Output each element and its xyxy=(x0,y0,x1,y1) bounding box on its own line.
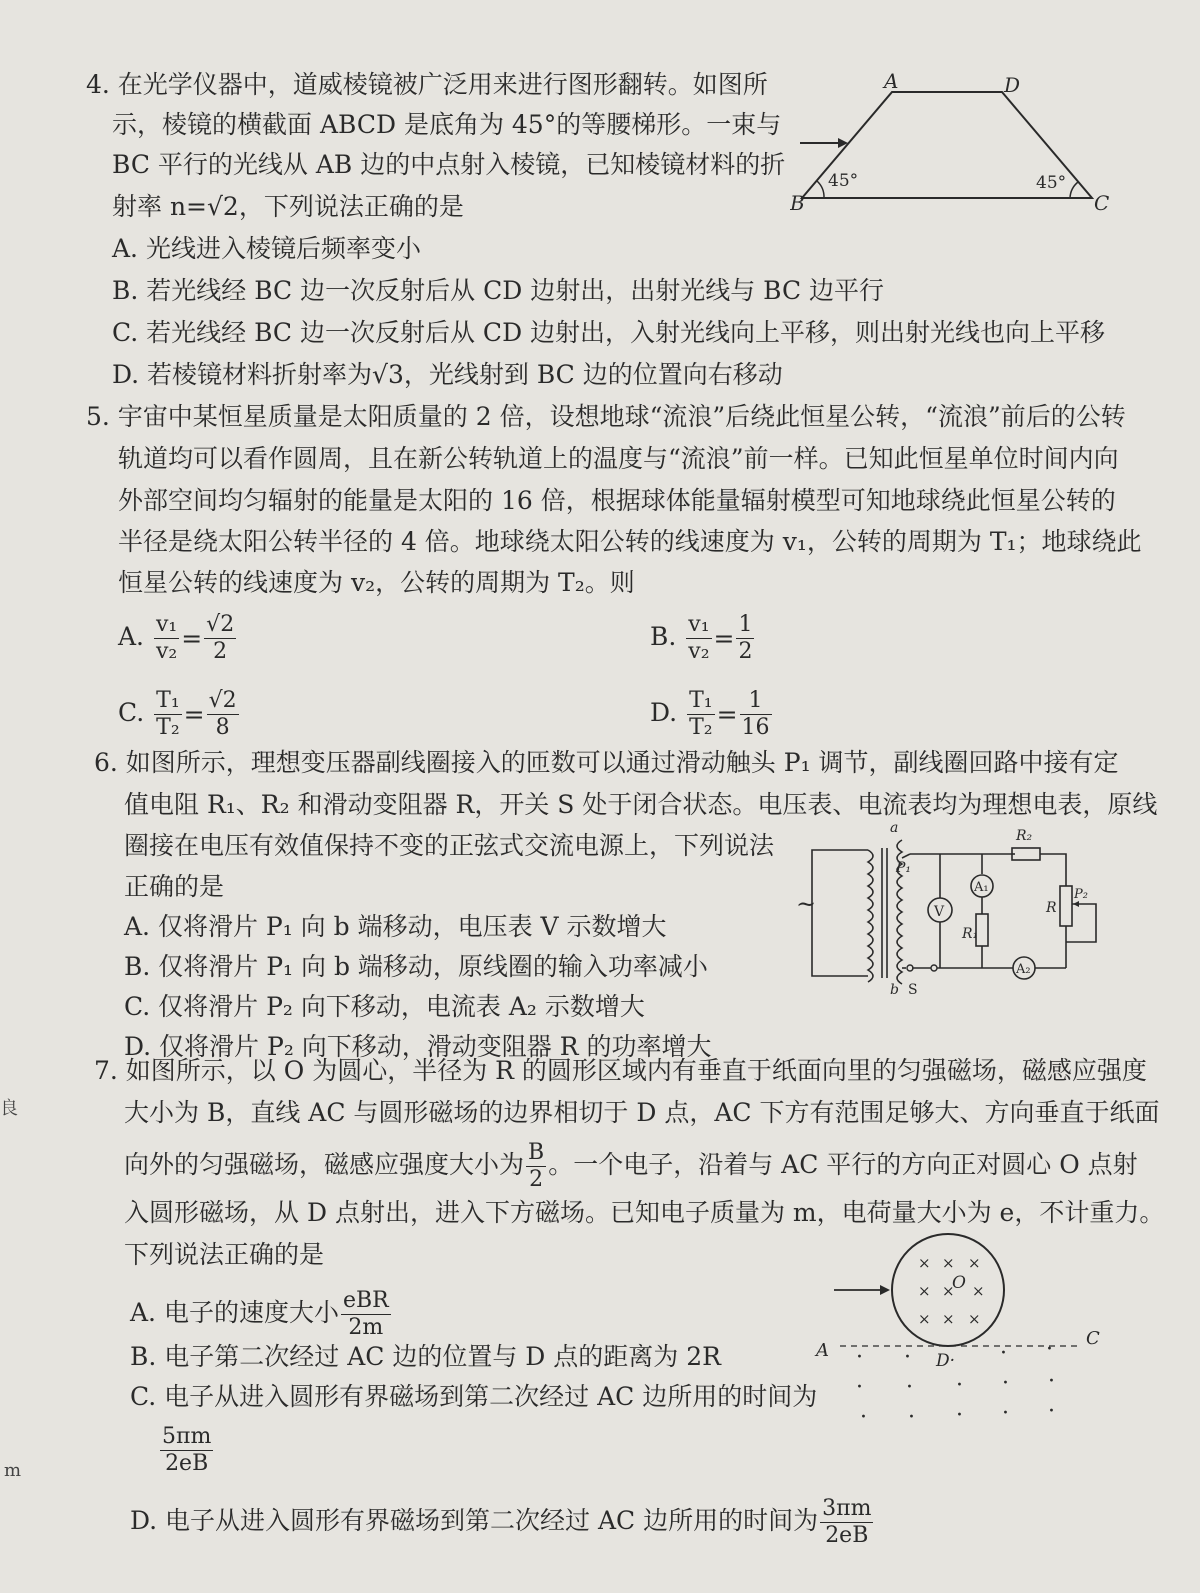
q5c-lhs-fraction: $\frac{\text{T₁}}{\text{T₂}}$ xyxy=(156,688,180,740)
svg-text:·: · xyxy=(1046,1337,1053,1362)
q5b-lhs-fraction: $\frac{\text{v₁}}{\text{v₂}}$ xyxy=(688,612,710,664)
primary-wire xyxy=(812,850,868,976)
terminal-a-label: a xyxy=(890,820,899,836)
q6-line-1: 6. 如图所示，理想变压器副线圈接入的匝数可以通过滑动触头 P₁ 调节，副线圈回路中接有定 xyxy=(94,748,1119,777)
q5d-rhs-fraction: $\frac{1}{16}$ xyxy=(741,688,770,740)
q4-option-c: C. 若光线经 BC 边一次反射后从 CD 边射出，入射光线向上平移，则出射光线也向上平移 xyxy=(112,318,1106,347)
q6-option-c: C. 仅将滑片 P₂ 向下移动，电流表 A₂ 示数增大 xyxy=(124,992,645,1021)
q7-option-c-fraction: $\frac{5\pi m}{2eB}$ xyxy=(162,1424,212,1476)
svg-text:·: · xyxy=(904,1345,911,1370)
label-c: C xyxy=(1086,1328,1100,1349)
q7-option-a: A. 电子的速度大小 $\frac{\text{eBR}}{2m}$ xyxy=(130,1288,389,1340)
label-c: C xyxy=(1094,191,1110,215)
q5c-rhs-fraction: $\frac{√2}{8}$ xyxy=(208,688,237,740)
q5-option-c: C. $\frac{\text{T₁}}{\text{T₂}}$ = $\frac{√2}{8}$ xyxy=(118,688,237,740)
svg-text:×: × xyxy=(918,1310,931,1328)
svg-text:·: · xyxy=(956,1373,963,1398)
q6-line-2: 值电阻 R₁、R₂ 和滑动变阻器 R，开关 S 处于闭合状态。电压表、电流表均为理想电表，原线 xyxy=(124,790,1158,819)
label-d: D xyxy=(1004,73,1021,97)
angle-label-left: 45° xyxy=(828,171,859,191)
angle-arc-c xyxy=(1070,182,1078,198)
slider-p1-label: P₁ xyxy=(896,860,912,876)
q5a-lhs-fraction: $\frac{\text{v₁}}{\text{v₂}}$ xyxy=(155,612,178,664)
q5-option-a: A. $\frac{\text{v₁}}{\text{v₂}}$ = $\frac{√2}{2}$ xyxy=(118,612,235,664)
svg-text:·: · xyxy=(856,1345,863,1370)
label-a: A xyxy=(884,70,899,93)
svg-text:·: · xyxy=(1048,1369,1055,1394)
q7d-fraction: $\frac{3\pi m}{2eB}$ xyxy=(822,1496,872,1548)
q7-option-b: B. 电子第二次经过 AC 边的位置与 D 点的距离为 2R xyxy=(130,1342,721,1371)
resistor-r2 xyxy=(1012,848,1040,860)
q5-option-b: B. $\frac{\text{v₁}}{\text{v₂}}$ = $\frac{1}{2}$ xyxy=(650,612,753,664)
q4-line-2: 示，棱镜的横截面 ABCD 是底角为 45°的等腰梯形。一束与 xyxy=(112,110,782,139)
q7-line-5: 下列说法正确的是 xyxy=(124,1240,325,1269)
q7-line-4: 入圆形磁场，从 D 点射出，进入下方磁场。已知电子质量为 m，电荷量大小为 e，不计重力。 xyxy=(124,1198,1165,1227)
slider-p2-label: P₂ xyxy=(1074,887,1088,902)
q6-option-b: B. 仅将滑片 P₁ 向 b 端移动，原线圈的输入功率减小 xyxy=(124,952,708,981)
q7-line-2: 大小为 B，直线 AC 与圆形磁场的边界相切于 D 点，AC 下方有范围足够大、方向垂直于纸面 xyxy=(124,1098,1160,1127)
svg-text:×: × xyxy=(942,1310,955,1328)
q4-option-d: D. 若棱镜材料折射率为√3，光线射到 BC 边的位置向右移动 xyxy=(112,360,783,389)
label-d: D· xyxy=(936,1351,956,1371)
voltmeter-label: V xyxy=(934,904,945,920)
resistor-r1-label: R₁ xyxy=(962,926,979,942)
svg-text:×: × xyxy=(918,1254,931,1272)
center-o-label: O xyxy=(952,1273,966,1293)
dots-out-of-page xyxy=(856,1337,1055,1430)
q5b-rhs-fraction: $\frac{1}{2}$ xyxy=(738,612,753,664)
q5-line-2: 轨道均可以看作圆周，且在新公转轨道上的温度与“流浪”前一样。已知此恒星单位时间内向 xyxy=(118,444,1119,473)
q7-line-1: 7. 如图所示，以 O 为圆心，半径为 R 的圆形区域内有垂直于纸面向里的匀强磁场，磁感应强度 xyxy=(94,1056,1147,1085)
label-a: A xyxy=(816,1340,829,1361)
svg-text:·: · xyxy=(1002,1401,1009,1426)
svg-text:×: × xyxy=(942,1254,955,1272)
q5a-rhs-fraction: $\frac{√2}{2}$ xyxy=(206,612,235,664)
angle-label-right: 45° xyxy=(1036,173,1067,193)
label-b: B xyxy=(790,191,805,215)
r2-wire-right xyxy=(1040,854,1066,886)
svg-text:×: × xyxy=(968,1310,981,1328)
q5-line-3: 外部空间均匀辐射的能量是太阳的 16 倍，根据球体能量辐射模型可知地球绕此恒星公转的 xyxy=(118,486,1116,515)
q4-line-1: 4. 在光学仪器中，道威棱镜被广泛用来进行图形翻转。如图所 xyxy=(86,70,768,99)
q4-line-3: BC 平行的光线从 AB 边的中点射入棱镜，已知棱镜材料的折 xyxy=(112,150,786,179)
svg-text:·: · xyxy=(1048,1399,1055,1424)
ammeter-a2-label: A₂ xyxy=(1016,962,1031,977)
rheostat-r-label: R xyxy=(1046,900,1057,916)
q7-field-fraction: $\frac{B}{2}$ xyxy=(528,1140,545,1192)
q4-line-4: 射率 n=√2，下列说法正确的是 xyxy=(112,192,464,221)
q7-line-3: 向外的匀强磁场，磁感应强度大小为 $\frac{B}{2}$ 。一个电子，沿着与 AC 平行的方向正对圆心 O 点射 xyxy=(124,1140,1138,1192)
slider-p1 xyxy=(902,854,910,858)
primary-coil xyxy=(868,850,873,982)
q6-option-a: A. 仅将滑片 P₁ 向 b 端移动，电压表 V 示数增大 xyxy=(124,912,667,941)
margin-mark-1: 良 xyxy=(0,1098,18,1119)
q4-option-b: B. 若光线经 BC 边一次反射后从 CD 边射出，出射光线与 BC 边平行 xyxy=(112,276,885,305)
q6-line-3: 圈接在电压有效值保持不变的正弦式交流电源上，下列说法 xyxy=(124,831,775,860)
resistor-r2-label: R₂ xyxy=(1016,828,1033,844)
switch-contact-2 xyxy=(931,965,937,971)
q4-prism-figure xyxy=(790,70,1120,220)
angle-arc-b xyxy=(817,181,824,198)
q5d-lhs-fraction: $\frac{\text{T₁}}{\text{T₂}}$ xyxy=(689,688,713,740)
ammeter-a1-label: A₁ xyxy=(974,880,989,895)
ac-source-symbol: ~ xyxy=(796,890,817,918)
svg-text:·: · xyxy=(906,1375,913,1400)
q6-transformer-circuit xyxy=(790,818,1110,1003)
svg-text:×: × xyxy=(972,1282,985,1300)
svg-text:×: × xyxy=(942,1282,955,1300)
svg-text:·: · xyxy=(908,1405,915,1430)
terminal-b-label: b xyxy=(890,982,899,998)
svg-text:·: · xyxy=(956,1403,963,1428)
svg-text:·: · xyxy=(1000,1341,1007,1366)
q5-line-1: 5. 宇宙中某恒星质量是太阳质量的 2 倍，设想地球“流浪”后绕此恒星公转，“流浪”前后的公转 xyxy=(86,402,1126,431)
q7-option-c: C. 电子从进入圆形有界磁场到第二次经过 AC 边所用的时间为 xyxy=(130,1382,818,1411)
q7-option-d: D. 电子从进入圆形有界磁场到第二次经过 AC 边所用的时间为 $\frac{3\pi m}{2eB}$ xyxy=(130,1496,872,1548)
q6-option-d: D. 仅将滑片 P₂ 向下移动，滑动变阻器 R 的功率增大 xyxy=(124,1032,712,1061)
svg-text:·: · xyxy=(856,1375,863,1400)
svg-text:·: · xyxy=(860,1405,867,1430)
q5-option-d: D. $\frac{\text{T₁}}{\text{T₂}}$ = $\frac{1}{16}$ xyxy=(650,688,770,740)
p2-wire xyxy=(1066,904,1096,942)
q7a-fraction: $\frac{\text{eBR}}{2m}$ xyxy=(342,1288,389,1340)
q5-line-5: 恒星公转的线速度为 v₂，公转的周期为 T₂。则 xyxy=(118,568,635,597)
q7-magnetic-field-figure xyxy=(810,1232,1110,1432)
rheostat-r xyxy=(1060,886,1072,926)
q4-option-a: A. 光线进入棱镜后频率变小 xyxy=(112,234,421,263)
q5-line-4: 半径是绕太阳公转半径的 4 倍。地球绕太阳公转的线速度为 v₁，公转的周期为 T₁；地球绕此 xyxy=(118,527,1142,556)
electron-arrow xyxy=(880,1285,890,1295)
switch-s-label: S xyxy=(908,982,918,998)
svg-text:×: × xyxy=(968,1254,981,1272)
q6-line-4: 正确的是 xyxy=(124,872,225,901)
svg-text:·: · xyxy=(1002,1371,1009,1396)
svg-text:×: × xyxy=(918,1282,931,1300)
margin-mark-2: m xyxy=(4,1460,22,1481)
